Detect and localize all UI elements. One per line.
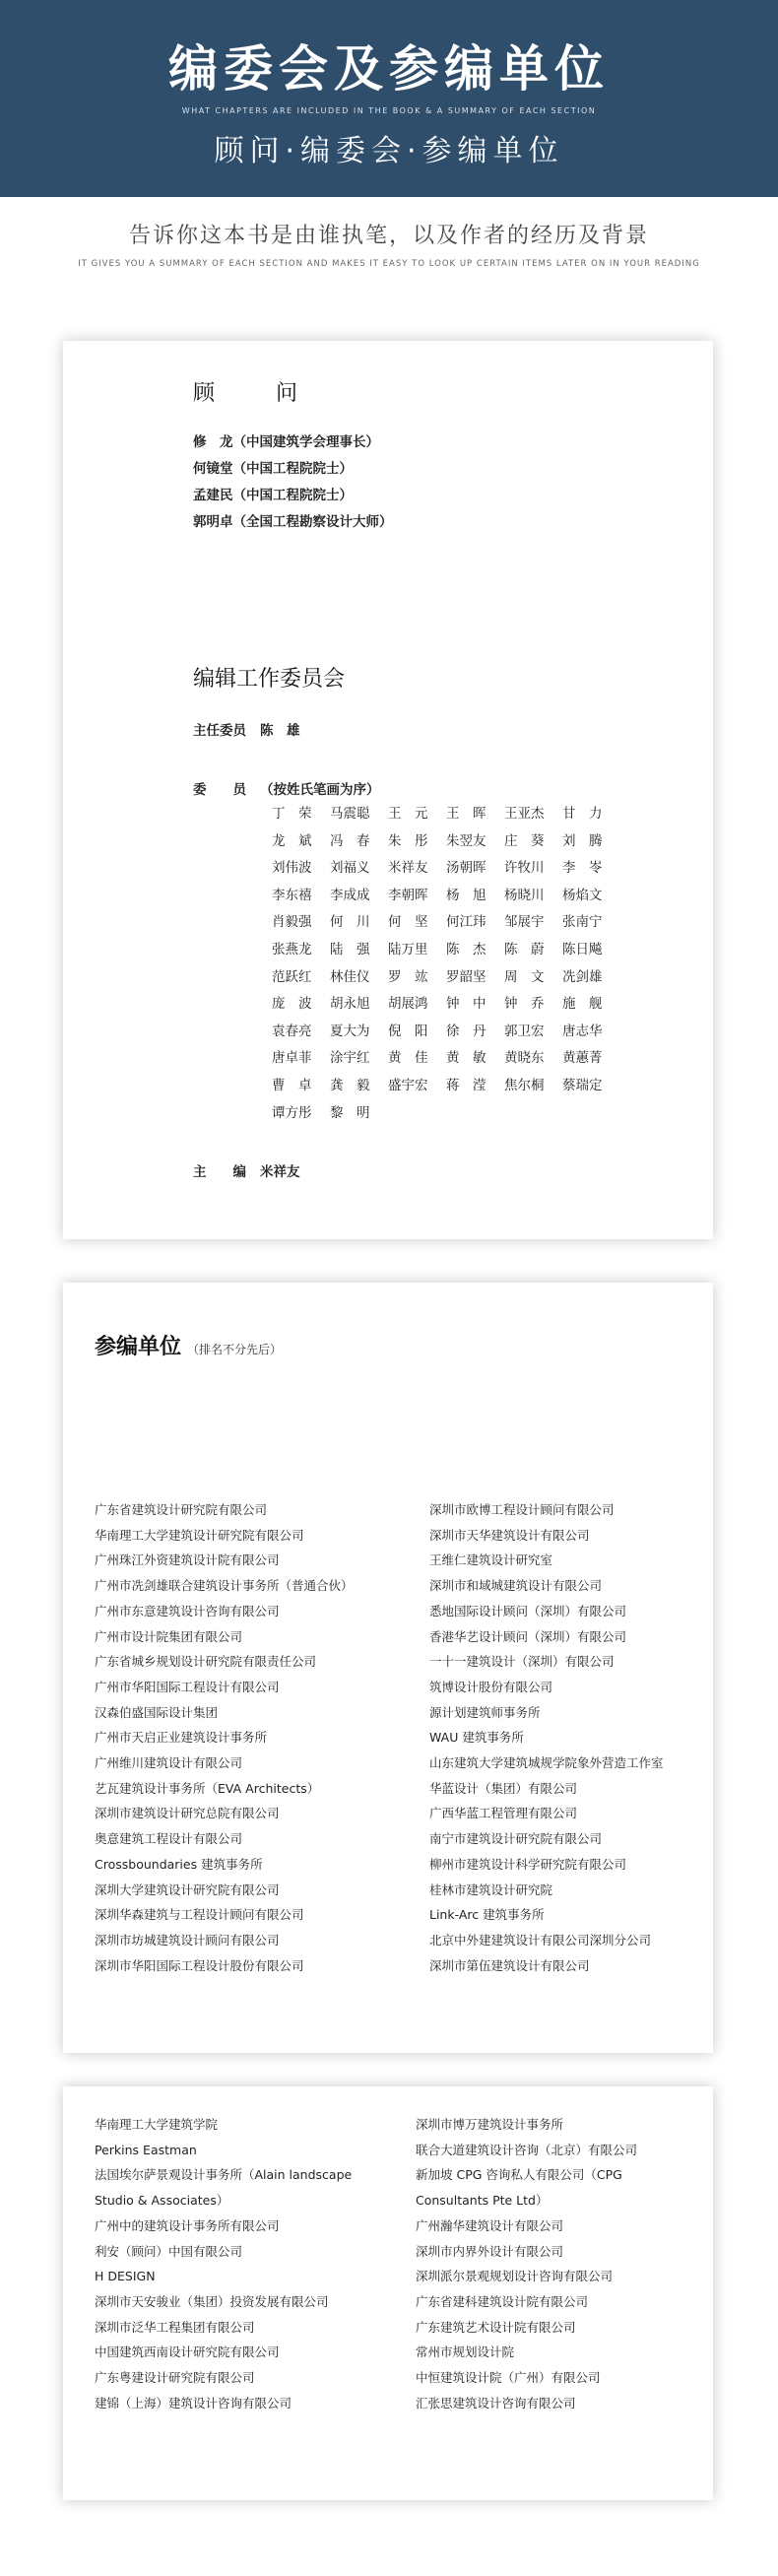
unit-item: 南宁市建筑设计研究院有限公司 [429, 1831, 603, 1847]
member-name: 何 川 [330, 914, 370, 931]
unit-item: 深圳市天安骏业（集团）投资发展有限公司 [95, 2293, 329, 2309]
member-name: 丁 荣 [272, 806, 312, 822]
member-name: 焦尔桐 [504, 1077, 545, 1093]
member-name: 庞 波 [272, 996, 312, 1013]
member-name: 黎 明 [330, 1104, 370, 1121]
member-name: 夏大为 [330, 1023, 370, 1039]
unit-item: 深圳市坊城建筑设计顾问有限公司 [95, 1932, 280, 1948]
member-name: 李朝晖 [388, 887, 428, 903]
member-name: 陆万里 [388, 941, 428, 958]
advisor-item: 郭明卓（全国工程勘察设计大师） [193, 514, 393, 530]
unit-item: 汉森伯盛国际设计集团 [95, 1704, 219, 1720]
unit-item: 新加坡 CPG 咨询私人有限公司（CPG Consultants Pte Ltd） [416, 2167, 622, 2209]
member-name: 施 舰 [562, 996, 603, 1013]
unit-item: 广东省建筑设计研究院有限公司 [95, 1502, 268, 1517]
unit-item: 一十一建筑设计（深圳）有限公司 [429, 1654, 615, 1670]
member-name: 周 文 [504, 968, 545, 985]
unit-item: 广州市冼剑雄联合建筑设计事务所（普通合伙） [95, 1578, 354, 1594]
member-name: 王 晖 [446, 806, 486, 822]
director-name: 陈 雄 [260, 723, 300, 739]
units-column-left [95, 1497, 354, 1978]
unit-item: 广东省建科建筑设计院有限公司 [416, 2293, 589, 2309]
unit-item: 华南理工大学建筑设计研究院有限公司 [95, 1527, 304, 1543]
member-name: 张燕龙 [272, 941, 312, 958]
member-name: 刘伟波 [272, 860, 312, 877]
member-name: 钟 乔 [504, 996, 545, 1013]
intro-text-cn: 告诉你这本书是由谁执笔，以及作者的经历及背景 [128, 224, 649, 248]
member-name: 范跃红 [272, 968, 312, 985]
member-name: 郭卫宏 [504, 1023, 545, 1039]
member-name: 涂宇红 [330, 1050, 370, 1067]
unit-item: 源计划建筑师事务所 [429, 1704, 541, 1720]
member-name: 王 元 [388, 806, 428, 822]
member-name: 罗韶坚 [446, 968, 486, 985]
unit-item: 艺瓦建筑设计事务所（EVA Architects） [95, 1780, 320, 1796]
member-name: 林佳仪 [330, 968, 370, 985]
member-name: 蒋 滢 [446, 1077, 486, 1093]
unit-item: Studio & Associates） [95, 2193, 229, 2209]
member-name: 甘 力 [562, 806, 603, 822]
unit-item: 深圳市和域城建筑设计有限公司 [429, 1578, 603, 1594]
member-name: 刘福义 [330, 860, 370, 877]
unit-item: 悉地国际设计顾问（深圳）有限公司 [429, 1603, 627, 1618]
unit-item: 王维仁建筑设计研究室 [429, 1552, 553, 1568]
member-name: 龚 毅 [330, 1077, 370, 1093]
advisor-item: 修 龙（中国建筑学会理事长） [193, 434, 379, 450]
member-name: 朱翌友 [446, 832, 486, 849]
member-name: 刘 腾 [562, 832, 603, 849]
unit-item: 中恒建筑设计院（广州）有限公司 [416, 2370, 601, 2386]
banner-subtitle: 顾问·编委会·参编单位 [214, 134, 564, 168]
unit-item: 广州维川建筑设计有限公司 [95, 1755, 243, 1771]
advisor-item: 何镜堂（中国工程院院士） [193, 461, 353, 477]
member-name: 庄 葵 [504, 832, 545, 849]
member-name: 李 岺 [562, 860, 603, 877]
unit-item: 华南理工大学建筑学院 [95, 2117, 219, 2132]
unit-item: Crossboundaries 建筑事务所 [95, 1856, 263, 1872]
unit-item: H DESIGN [95, 2269, 156, 2284]
member-name: 陈日飚 [562, 941, 603, 958]
units-column-left [95, 2112, 352, 2415]
member-name: 冼剑雄 [562, 968, 603, 985]
member-name: 陈 杰 [446, 941, 486, 958]
units-column-right [429, 1497, 664, 1978]
member-name: 龙 斌 [272, 832, 312, 849]
chief-editor-row [193, 1160, 300, 1180]
unit-item: 奥意建筑工程设计有限公司 [95, 1831, 243, 1847]
unit-item: 广东建筑艺术设计院有限公司 [416, 2319, 576, 2335]
unit-item: 山东建筑大学建筑城规学院象外营造工作室 [429, 1755, 664, 1771]
unit-item: 广东省城乡规划设计研究院有限责任公司 [95, 1654, 317, 1670]
member-name: 黄 敏 [446, 1050, 486, 1067]
unit-item: 中国建筑西南设计研究院有限公司 [95, 2345, 280, 2360]
member-name: 唐卓菲 [272, 1050, 312, 1067]
unit-item: 广州市天启正业建筑设计事务所 [95, 1730, 268, 1746]
member-name: 罗 竑 [388, 968, 428, 985]
unit-item: 深圳市欧博工程设计顾问有限公司 [429, 1502, 615, 1517]
unit-item: 建锦（上海）建筑设计咨询有限公司 [95, 2395, 292, 2411]
member-name: 曹 卓 [272, 1077, 312, 1093]
member-name: 许牧川 [504, 860, 545, 877]
banner-subtitle-en: WHAT CHAPTERS ARE INCLUDED IN THE BOOK & A SUMMARY OF EACH SECTION [181, 106, 597, 115]
member-name: 王亚杰 [504, 806, 545, 822]
committee-card [63, 341, 713, 1239]
member-name: 何 坚 [388, 914, 428, 931]
member-name: 汤朝晖 [446, 860, 486, 877]
unit-item: 深圳大学建筑设计研究院有限公司 [95, 1882, 280, 1897]
member-name: 张南宁 [562, 914, 603, 931]
member-name: 朱 彤 [388, 832, 428, 849]
member-name: 李东禧 [272, 887, 312, 903]
member-name: 冯 春 [330, 832, 370, 849]
unit-item: Perkins Eastman [95, 2142, 197, 2157]
unit-item: 深圳市泛华工程集团有限公司 [95, 2319, 255, 2335]
unit-item: 广西华蓝工程管理有限公司 [429, 1806, 578, 1821]
member-name: 胡展鸿 [388, 996, 428, 1013]
banner-title: 编委会及参编单位 [168, 39, 610, 98]
member-name: 黄晓东 [504, 1050, 545, 1067]
unit-item: 法国埃尔萨景观设计事务所（Alain landscape [95, 2167, 353, 2183]
unit-item: 深圳市天华建筑设计有限公司 [429, 1527, 590, 1543]
member-name: 蔡瑞定 [562, 1077, 603, 1093]
unit-item: 深圳派尔景观规划设计咨询有限公司 [416, 2269, 614, 2284]
member-name: 钟 中 [446, 996, 486, 1013]
units-title [95, 1330, 282, 1360]
unit-item: 广州珠江外资建筑设计院有限公司 [95, 1552, 280, 1568]
advisor-item: 孟建民（中国工程院院士） [193, 488, 353, 503]
member-name: 陆 强 [330, 941, 370, 958]
members-grid [272, 802, 685, 1128]
member-name: 杨焰文 [562, 887, 603, 903]
unit-item: 深圳市华阳国际工程设计股份有限公司 [95, 1957, 304, 1973]
member-name: 盛宇宏 [388, 1077, 428, 1093]
member-name: 米祥友 [388, 860, 428, 877]
member-name: 何江玮 [446, 914, 486, 931]
units-card-2 [63, 2086, 713, 2500]
unit-item: 筑博设计股份有限公司 [429, 1679, 553, 1694]
units-note: （排名不分先后） [187, 1343, 283, 1356]
editorial-title: 编辑工作委员会 [193, 667, 346, 692]
member-name: 马震聪 [330, 806, 370, 822]
unit-item: 利安（顾问）中国有限公司 [95, 2243, 243, 2259]
unit-item: WAU 建筑事务所 [429, 1730, 524, 1746]
unit-item: Link-Arc 建筑事务所 [429, 1907, 545, 1923]
unit-item: 广州市设计院集团有限公司 [95, 1628, 243, 1644]
director-row [193, 719, 300, 739]
member-name: 谭方彤 [272, 1104, 312, 1121]
chief-editor-label: 主 编 [193, 1164, 246, 1180]
unit-item: 深圳华森建筑与工程设计顾问有限公司 [95, 1907, 304, 1923]
member-name: 唐志华 [562, 1023, 603, 1039]
member-name: 肖毅强 [272, 914, 312, 931]
member-name: 黄蕙菁 [562, 1050, 603, 1067]
member-name: 杨 旭 [446, 887, 486, 903]
unit-item: 广州市华阳国际工程设计有限公司 [95, 1679, 280, 1694]
units-column-right [416, 2112, 681, 2415]
intro-text-en: IT GIVES YOU A SUMMARY OF EACH SECTION AND MAKES IT EASY TO LOOK UP CERTAIN ITEMS LATER ON IN YOUR READING [78, 259, 700, 269]
member-name: 陈 蔚 [504, 941, 545, 958]
members-row [193, 778, 380, 798]
unit-item: 深圳市内界外设计有限公司 [416, 2243, 564, 2259]
unit-item: 广州市东意建筑设计咨询有限公司 [95, 1603, 280, 1618]
advisors-list [193, 429, 393, 536]
unit-item: 广东粤建设计研究院有限公司 [95, 2370, 255, 2386]
units-card-1 [63, 1283, 713, 2053]
member-name: 杨晓川 [504, 887, 545, 903]
member-name: 邹展宇 [504, 914, 545, 931]
header-banner [0, 0, 778, 197]
member-name: 黄 佳 [388, 1050, 428, 1067]
unit-item: 深圳市博万建筑设计事务所 [416, 2117, 564, 2132]
unit-item: 汇张思建筑设计咨询有限公司 [416, 2395, 576, 2411]
unit-item: 联合大道建筑设计咨询（北京）有限公司 [416, 2142, 638, 2157]
chief-editor-name: 米祥友 [260, 1164, 300, 1180]
member-name: 李成成 [330, 887, 370, 903]
members-label: 委 员 [193, 782, 246, 798]
unit-item: 广州瀚华建筑设计有限公司 [416, 2217, 564, 2233]
member-name: 胡永旭 [330, 996, 370, 1013]
unit-item: 北京中外建建筑设计有限公司深圳分公司 [429, 1932, 652, 1948]
members-note: （按姓氏笔画为序） [260, 782, 380, 798]
units-title-text: 参编单位 [95, 1335, 182, 1359]
unit-item: 柳州市建筑设计科学研究院有限公司 [429, 1856, 627, 1872]
member-name: 徐 丹 [446, 1023, 486, 1039]
member-name: 袁春亮 [272, 1023, 312, 1039]
member-name: 倪 阳 [388, 1023, 428, 1039]
advisors-title: 顾 问 [193, 381, 318, 406]
intro [0, 219, 778, 269]
director-label: 主任委员 [193, 723, 246, 739]
unit-item: 常州市规划设计院 [416, 2345, 515, 2360]
unit-item: 广州中的建筑设计事务所有限公司 [95, 2217, 280, 2233]
unit-item: 桂林市建筑设计研究院 [429, 1882, 553, 1897]
unit-item: 华蓝设计（集团）有限公司 [429, 1780, 578, 1796]
unit-item: 香港华艺设计顾问（深圳）有限公司 [429, 1628, 627, 1644]
unit-item: 深圳市建筑设计研究总院有限公司 [95, 1806, 280, 1821]
unit-item: 深圳市第伍建筑设计有限公司 [429, 1957, 590, 1973]
